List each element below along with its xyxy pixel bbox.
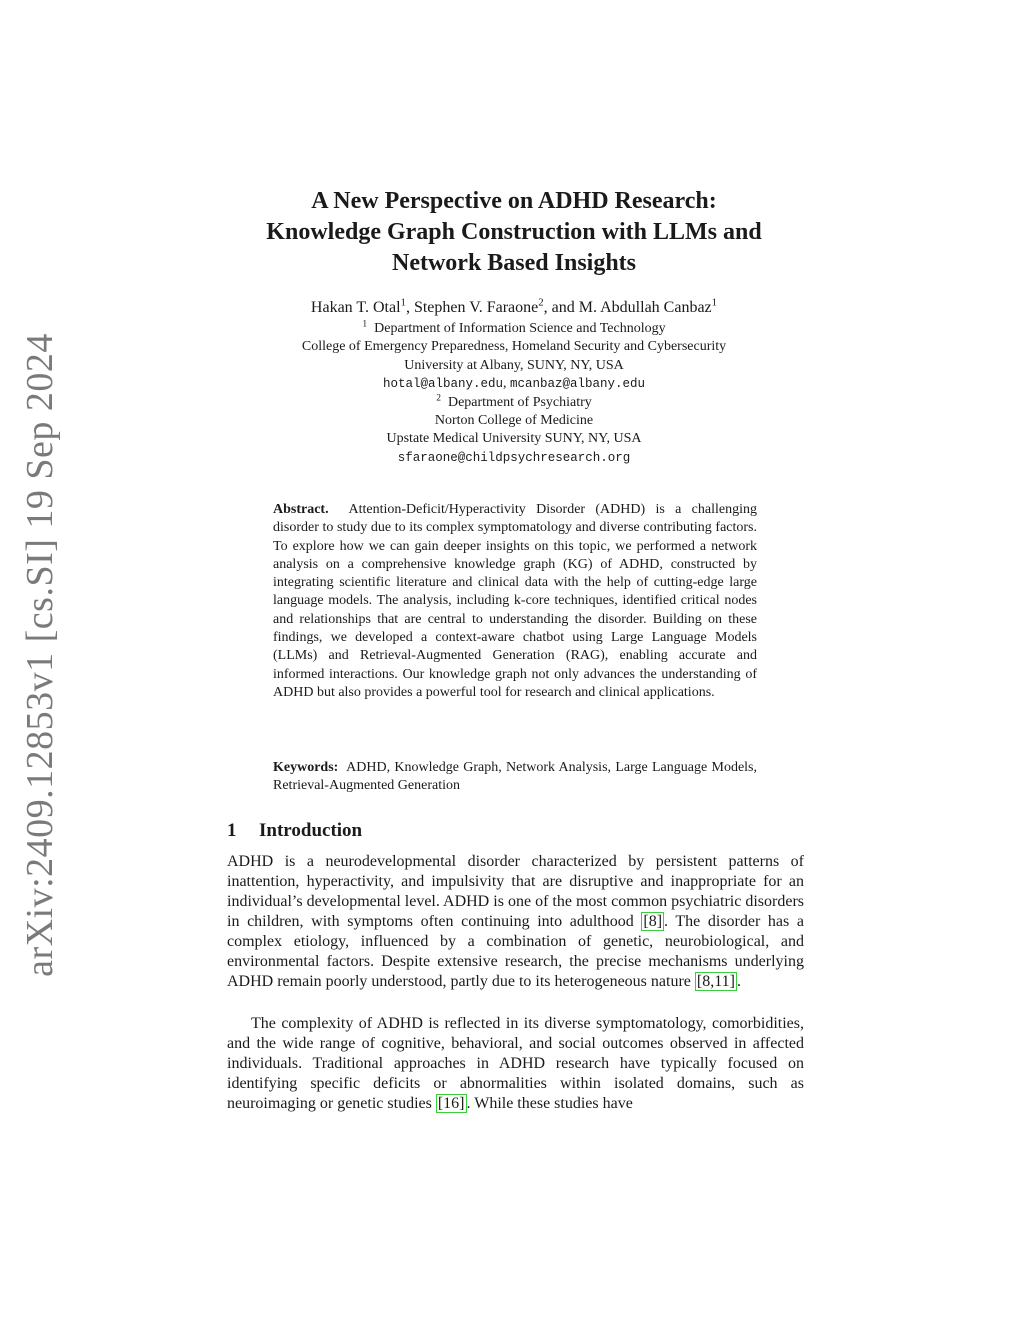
affiliation-1-line-3: University at Albany, SUNY, NY, USA: [404, 357, 624, 373]
citation-link[interactable]: [16]: [437, 1095, 465, 1112]
affiliation-2-department: [200, 394, 828, 412]
abstract: [273, 501, 757, 702]
author-separator: ,: [405, 299, 414, 316]
title-line-2: Knowledge Graph Construction with LLMs and: [266, 219, 762, 245]
intro-paragraph-2: [227, 1014, 804, 1114]
affiliation-2-line-2: Norton College of Medicine: [434, 413, 594, 429]
keywords-text: ADHD, Knowledge Graph, Network Analysis, Large Language Models, Retrieval-Augmented Generation: [273, 760, 757, 794]
arxiv-identifier-text: arXiv:2409.12853v1 [cs.SI] 19 Sep 2024: [19, 333, 61, 977]
paragraph-text: .: [736, 973, 741, 990]
citation-link[interactable]: [8]: [643, 913, 663, 930]
section-number: 1: [227, 820, 237, 841]
paper-title: [200, 186, 828, 279]
affiliation-2-line-1: Department of Psychiatry: [447, 394, 592, 410]
author-separator: , and: [543, 299, 579, 316]
keywords: [273, 759, 757, 796]
section-heading: [227, 820, 362, 842]
keywords-label: Keywords:: [273, 760, 339, 775]
affiliation-1-mark: 1: [362, 319, 368, 330]
paragraph-text: The complexity of ADHD is reflected in its diverse symptomatology, comorbidities, and the wide range of cognitive, behavioral, and social outcomes observed in affected individuals. Traditional approaches in ADHD research have typically focused on identifying specific deficits or abnormalities within isolated domains, such as neuroimaging or genetic studies: [227, 1015, 804, 1112]
intro-paragraph-1: [227, 852, 804, 992]
paragraph-text: . While these studies have: [466, 1095, 633, 1112]
section-title: Introduction: [259, 820, 363, 841]
paragraph-text: ADHD is a neurodevelopmental disorder characterized by persistent patterns of inattention, hyperactivity, and impulsivity that are disruptive and inappropriate for an individual’s developmental level. ADHD is one of the most common psychiatric disorders in children, with symptoms often continuing into adulthood: [227, 853, 804, 930]
email-link[interactable]: sfaraone@childpsychresearch.org: [397, 450, 631, 465]
email-link[interactable]: hotal@albany.edu: [382, 377, 503, 392]
author-3: M. Abdullah Canbaz: [578, 299, 712, 316]
affiliation-2-line-3: Upstate Medical University SUNY, NY, USA: [386, 431, 642, 447]
author-list: [200, 298, 828, 318]
affiliation-1-line-2: College of Emergency Preparedness, Homeland Security and Cybersecurity: [301, 339, 727, 355]
author-2: Stephen V. Faraone: [413, 299, 539, 316]
email-separator: ,: [503, 376, 510, 392]
affiliation-1-emails: [200, 375, 828, 393]
author-1: Hakan T. Otal: [310, 299, 401, 316]
affiliations: [200, 320, 828, 467]
abstract-text: Attention-Deficit/Hyperactivity Disorder (ADHD) is a challenging disorder to study due to its complex symptomatology and diverse contributing factors. To explore how we can gain deeper insights on this topic, we performed a network analysis on a comprehensive knowledge graph (KG) of ADHD, constructed by integrating scientific literature and clinical data with the help of cutting-edge large language models. The analysis, including k-core techniques, identified critical nodes and relationships that are central to understanding the disorder. Building on these findings, we developed a context-aware chatbot using Large Language Models (LLMs) and Retrieval-Augmented Generation (RAG), enabling accurate and informed interactions. Our knowledge graph not only advances the understanding of ADHD but also provides a powerful tool for research and clinical applications.: [273, 502, 757, 700]
affiliation-1-line-1: Department of Information Science and Technology: [374, 321, 666, 336]
affiliation-2-mark: 2: [436, 392, 441, 403]
author-1-affiliation-mark: 1: [400, 296, 406, 309]
paragraph-text: . The disorder has a complex etiology, influenced by a combination of genetic, neurobiological, and environmental factors. Despite extensive research, the precise mechanisms underlying ADHD remain poorly understood, partly due to its heterogeneous nature: [227, 913, 804, 990]
title-line-1: A New Perspective on ADHD Research:: [311, 188, 717, 214]
affiliation-2-email: [200, 449, 828, 467]
citation-link[interactable]: [8,11]: [696, 973, 735, 990]
author-2-affiliation-mark: 2: [538, 296, 544, 309]
arxiv-identifier-stamp: [10, 333, 70, 977]
title-line-3: Network Based Insights: [391, 250, 637, 276]
abstract-label: Abstract.: [273, 502, 329, 517]
author-3-affiliation-mark: 1: [711, 296, 718, 309]
affiliation-1-department: [200, 320, 828, 338]
email-link[interactable]: mcanbaz@albany.edu: [510, 377, 646, 392]
